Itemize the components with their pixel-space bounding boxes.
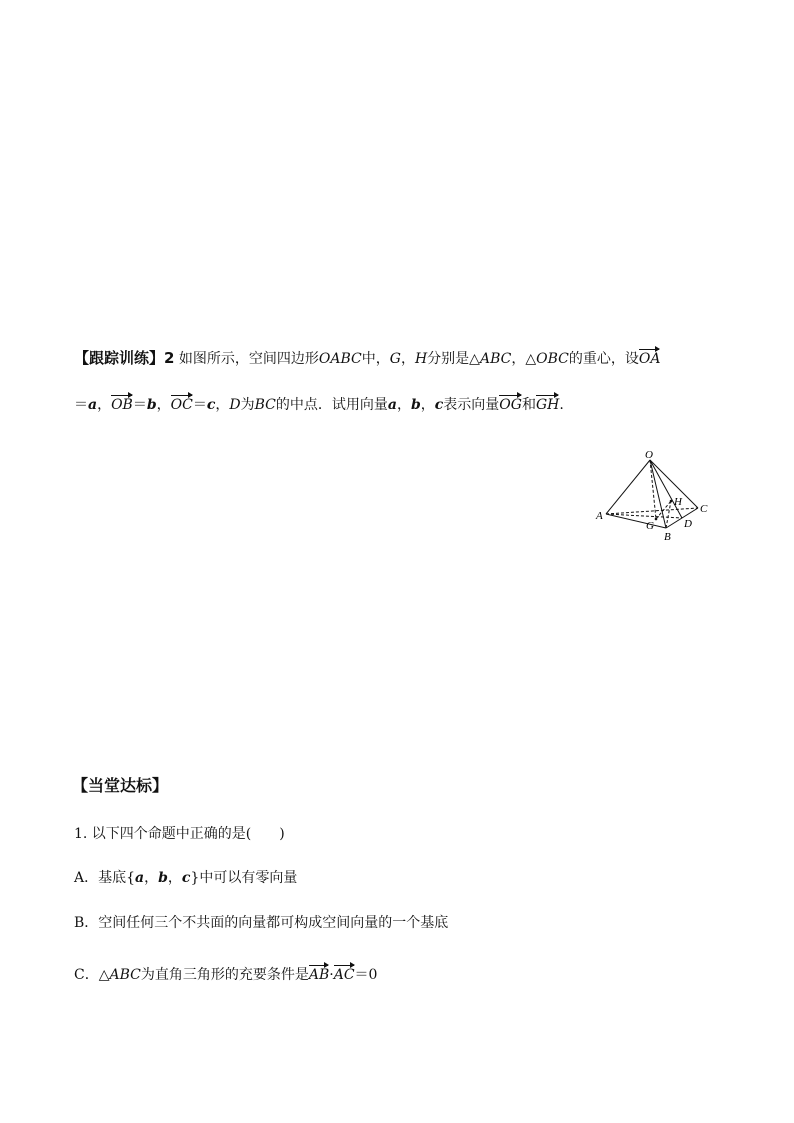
edge-oa — [606, 460, 650, 514]
punct: ， — [215, 397, 230, 413]
triangle-abc: ABC — [109, 967, 141, 983]
vector-c: c — [434, 397, 444, 413]
problem-text: 和 — [521, 397, 536, 413]
vector-b: b — [146, 397, 157, 413]
vector-oc: OC — [170, 397, 193, 413]
problem-line-1 — [74, 348, 660, 369]
vector-og: OG — [499, 397, 522, 413]
option-text: A．基底{ — [74, 870, 136, 886]
q1-stem: 1. 以下四个命题中正确的是( ) — [74, 826, 285, 842]
edge-ac — [606, 508, 698, 514]
punct: ， — [420, 397, 435, 413]
vector-a: a — [88, 397, 98, 413]
option-text: C．△ — [74, 967, 110, 983]
problem-text: 为 — [240, 397, 255, 413]
punct: ， — [396, 397, 411, 413]
label-c: C — [700, 503, 708, 515]
vector-a: a — [387, 397, 397, 413]
point-g: G — [389, 351, 401, 367]
vector-a: a — [135, 870, 145, 886]
point-d: D — [229, 397, 241, 413]
tetrahedron-figure — [588, 448, 718, 548]
label-o: O — [645, 449, 653, 461]
label-d: D — [684, 518, 692, 530]
label-h: H — [674, 496, 682, 508]
point-h: H — [414, 351, 428, 367]
equals: ＝ — [74, 397, 88, 413]
dot-operator: · — [329, 967, 334, 983]
vector-gh: GH — [535, 397, 560, 413]
vector-ab: AB — [308, 967, 330, 983]
problem-tag: 【跟踪训练】2 — [74, 349, 175, 367]
vector-c: c — [206, 397, 216, 413]
problem-text: ，△ — [511, 351, 537, 367]
option-text: }中可以有零向量 — [190, 870, 298, 886]
problem-text: 的中点．试用向量 — [275, 397, 388, 413]
triangle-obc: OBC — [536, 351, 569, 367]
option-text: 为直角三角形的充要条件是 — [140, 967, 309, 983]
point-h-mark — [670, 500, 673, 503]
edge-ab — [606, 514, 666, 528]
label-a: A — [596, 510, 603, 522]
q1-option-a — [74, 868, 297, 888]
punct: ， — [144, 870, 159, 886]
section-title: 【当堂达标】 — [72, 776, 169, 795]
segment-ad — [606, 514, 682, 518]
label-b: B — [664, 531, 671, 543]
problem-text: 的重心，设 — [568, 351, 639, 367]
equals: ＝ — [132, 397, 147, 413]
vector-c: c — [181, 870, 191, 886]
punct: ， — [97, 397, 112, 413]
problem-text: 分别是△ — [427, 351, 480, 367]
q1-option-c — [74, 965, 377, 985]
punct: ， — [156, 397, 171, 413]
punct: ， — [167, 870, 182, 886]
quad-name: OABC — [318, 351, 362, 367]
problem-text: 中， — [361, 351, 390, 367]
vector-b: b — [410, 397, 421, 413]
q1-option-b: B．空间任何三个不共面的向量都可构成空间向量的一个基底 — [74, 915, 449, 931]
punct: ， — [400, 351, 415, 367]
segment-bc: BC — [254, 397, 276, 413]
vector-ob: OB — [111, 397, 133, 413]
vector-ac: AC — [333, 967, 355, 983]
equals: ＝ — [192, 397, 207, 413]
segment-bh — [666, 501, 671, 528]
problem-text: 表示向量 — [443, 397, 500, 413]
vector-b: b — [158, 870, 168, 886]
option-text: ＝0 — [354, 967, 378, 983]
problem-text: 如图所示，空间四边形 — [178, 351, 319, 367]
punct: . — [559, 397, 564, 413]
label-g: G — [646, 520, 654, 532]
vector-oa: OA — [638, 351, 661, 367]
point-g-mark — [655, 518, 658, 521]
edge-ob — [650, 460, 666, 528]
triangle-abc: ABC — [479, 351, 512, 367]
problem-line-2 — [74, 395, 564, 415]
